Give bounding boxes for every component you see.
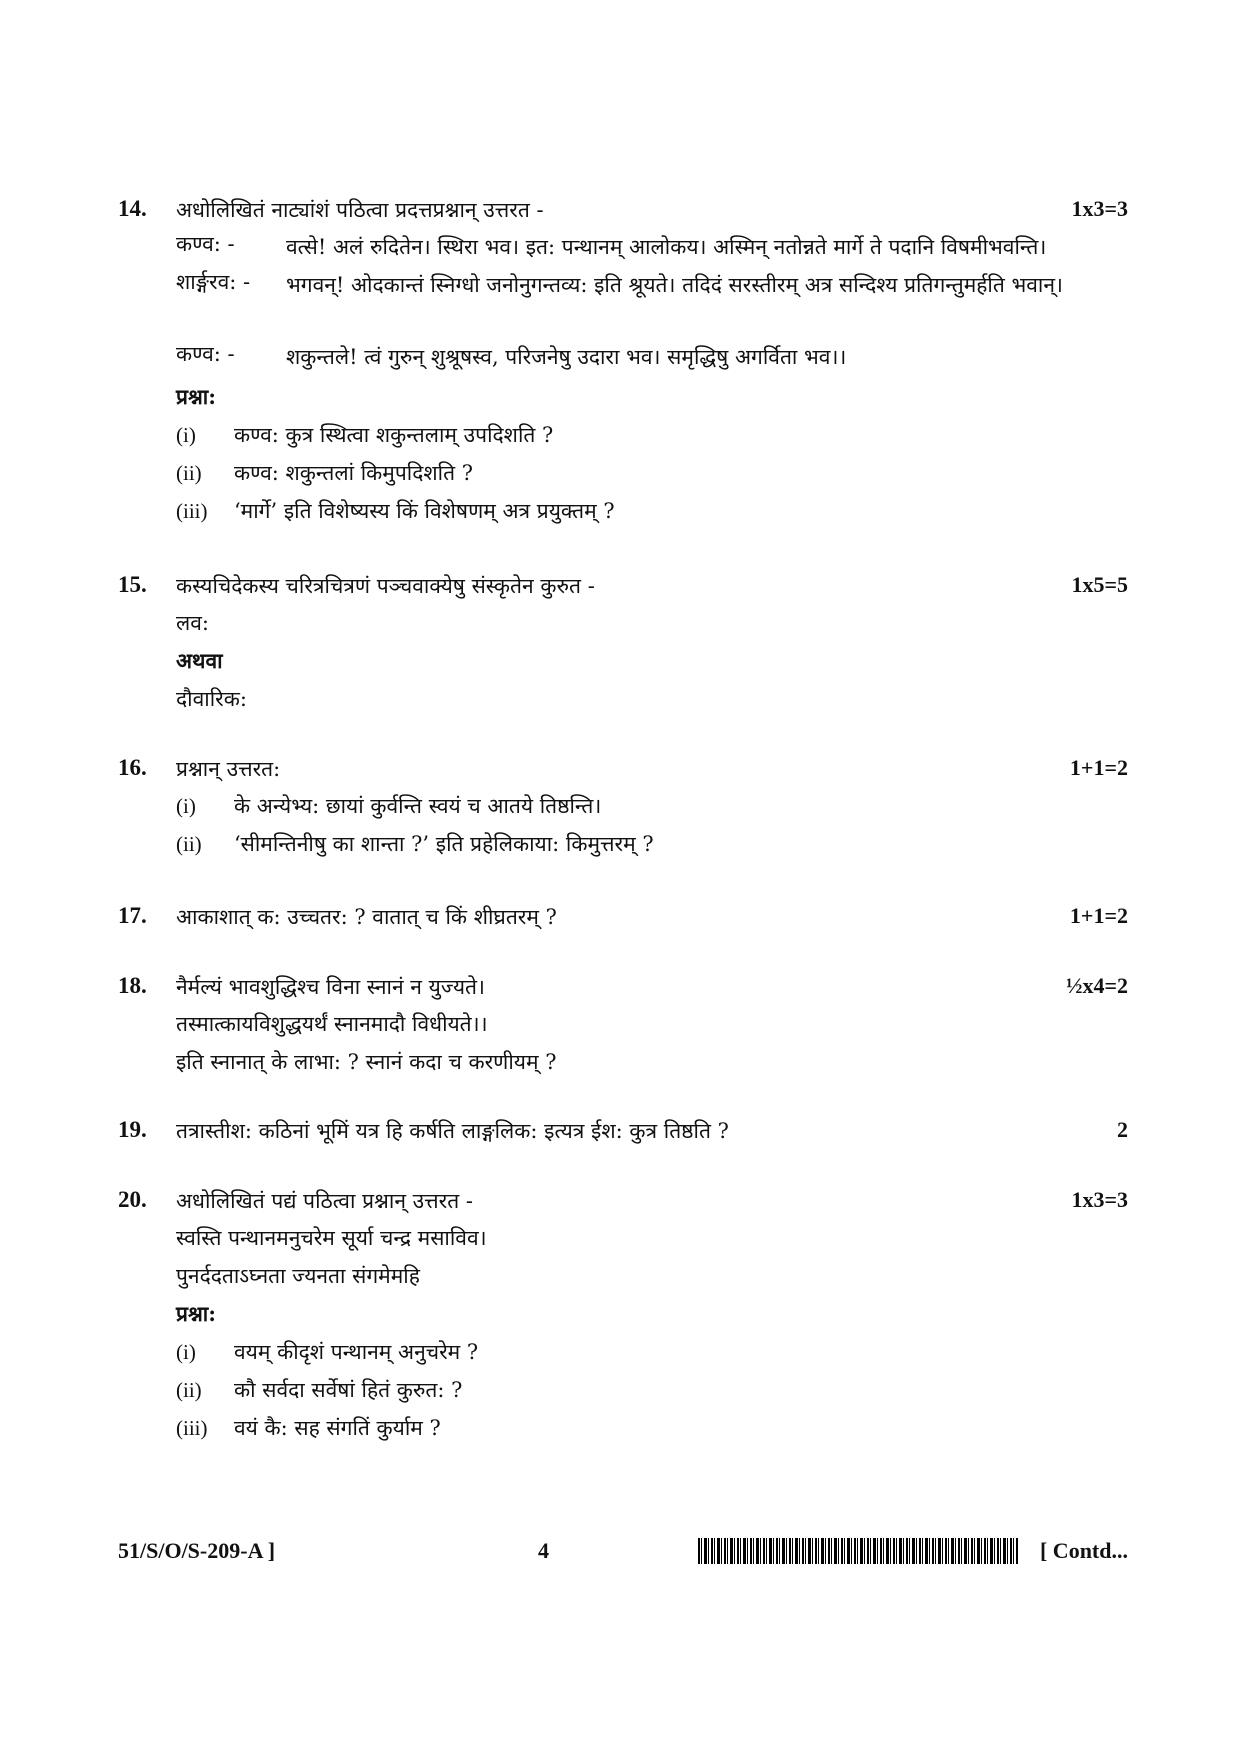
sub-numeral: (i) bbox=[176, 794, 196, 818]
question-number: 15. bbox=[118, 572, 147, 597]
question-text: तत्रास्तीश: कठिनां भूमिं यत्र हि कर्षति लाङ्गलिक: इत्यत्र ईश: कुत्र तिष्ठति ? bbox=[176, 1119, 729, 1143]
sub-question bbox=[176, 1373, 1186, 1411]
option-text: दौवारिक: bbox=[176, 687, 247, 711]
sub-text: ‘सीमन्तिनीषु का शान्ता ?’ इति प्रहेलिकाया: किमुत्तरम् ? bbox=[234, 832, 654, 856]
paper-code: 51/S/O/S-209-A ] bbox=[118, 1538, 276, 1563]
dialogue-line bbox=[176, 230, 1128, 268]
sub-question bbox=[176, 456, 1186, 494]
question-text: प्रश्नान् उत्तरत: bbox=[176, 757, 281, 781]
sub-numeral: (i) bbox=[176, 423, 196, 447]
sub-numeral: (i) bbox=[176, 1340, 196, 1364]
sub-question bbox=[176, 494, 1186, 532]
sub-text: ‘मार्गे’ इति विशेष्यस्य किं विशेषणम् अत्र प्रयुक्तम् ? bbox=[234, 499, 615, 523]
sub-text: वयम् कीदृशं पन्थानम् अनुचरेम ? bbox=[234, 1340, 479, 1364]
question-text: अधोलिखितं नाट्यांशं पठित्वा प्रदत्तप्रश्नान् उत्तरत - bbox=[176, 198, 544, 222]
question-number: 17. bbox=[118, 903, 147, 928]
question-text: अधोलिखितं पद्यं पठित्वा प्रश्नान् उत्तरत - bbox=[176, 1189, 474, 1213]
sub-question bbox=[176, 1411, 1186, 1449]
question-marks: 1+1=2 bbox=[1069, 903, 1128, 928]
dialogue-text: भगवन्! ओदकान्तं स्निग्धो जनोनुगन्तव्य: इति श्रूयते। तदिदं सरस्तीरम् अत्र सन्दिश्य प्रतिगन्तुमर्हति भवान्। bbox=[286, 273, 1063, 297]
speaker: शार्ङ्गरव: - bbox=[176, 270, 251, 294]
question-marks: ½x4=2 bbox=[1065, 973, 1128, 998]
dialogue-line bbox=[176, 268, 1128, 340]
prashna-label: प्रश्ना: bbox=[176, 1301, 216, 1326]
question-17 bbox=[118, 903, 1128, 937]
or-label: अथवा bbox=[176, 648, 223, 673]
barcode-image bbox=[698, 1538, 1018, 1564]
sub-numeral: (ii) bbox=[176, 461, 202, 485]
question-marks: 1x3=3 bbox=[1071, 1187, 1128, 1212]
sub-question bbox=[176, 418, 1186, 456]
sub-question bbox=[176, 1335, 1186, 1373]
question-16 bbox=[118, 755, 1128, 865]
sub-question bbox=[176, 789, 1186, 827]
question-18 bbox=[118, 973, 1128, 1083]
sub-numeral: (iii) bbox=[176, 499, 208, 523]
dialogue-text: वत्से! अलं रुदितेन। स्थिरा भव। इत: पन्थानम् आलोकय। अस्मिन् नतोन्नते मार्गे ते पदानि विषमीभवन्ति। bbox=[286, 235, 1047, 259]
question-marks: 1x5=5 bbox=[1071, 572, 1128, 597]
question-number: 16. bbox=[118, 755, 147, 780]
question-19 bbox=[118, 1117, 1128, 1151]
sub-numeral: (ii) bbox=[176, 832, 202, 856]
question-number: 18. bbox=[118, 973, 147, 998]
question-marks: 1x3=3 bbox=[1071, 196, 1128, 221]
sub-text: कण्व: शकुन्तलां किमुपदिशति ? bbox=[234, 461, 473, 485]
contd-label: [ Contd... bbox=[1039, 1538, 1128, 1563]
dialogue-text: शकुन्तले! त्वं गुरुन् शुश्रूषस्व, परिजनेषु उदारा भव। समृद्धिषु अगर्विता भव।। bbox=[286, 345, 847, 369]
option-text: लव: bbox=[176, 611, 209, 635]
page-footer bbox=[118, 1538, 1128, 1578]
question-15 bbox=[118, 572, 1128, 720]
question-number: 19. bbox=[118, 1117, 147, 1142]
question-text: नैर्मल्यं भावशुद्धिश्च विना स्नानं न युज्यते। bbox=[176, 975, 485, 999]
sub-question bbox=[176, 827, 1186, 865]
question-text: कस्यचिदेकस्य चरित्रचित्रणं पञ्चवाक्येषु संस्कृतेन कुरुत - bbox=[176, 574, 595, 598]
sub-text: के अन्येभ्य: छायां कुर्वन्ति स्वयं च आतये तिष्ठन्ति। bbox=[234, 794, 602, 818]
question-line: इति स्नानात् के लाभा: ? स्नानं कदा च करणीयम् ? bbox=[176, 1050, 557, 1074]
verse-line: तस्मात्कायविशुद्धयर्थं स्नानमादौ विधीयते।। bbox=[176, 1012, 488, 1036]
speaker: कण्व: - bbox=[176, 342, 235, 366]
question-20 bbox=[118, 1187, 1128, 1449]
verse-line: स्वस्ति पन्थानमनुचरेम सूर्या चन्द्र मसाविव। bbox=[176, 1226, 487, 1250]
question-marks: 1+1=2 bbox=[1069, 755, 1128, 780]
sub-text: कौ सर्वदा सर्वेषां हितं कुरुत: ? bbox=[234, 1378, 463, 1402]
question-14 bbox=[118, 196, 1128, 532]
question-text: आकाशात् क: उच्चतर: ? वातात् च किं शीघ्रतरम् ? bbox=[176, 905, 557, 929]
sub-text: वयं कै: सह संगतिं कुर्याम ? bbox=[234, 1416, 441, 1440]
sub-text: कण्व: कुत्र स्थित्वा शकुन्तलाम् उपदिशति ? bbox=[234, 423, 554, 447]
question-number: 20. bbox=[118, 1187, 147, 1212]
question-number: 14. bbox=[118, 196, 147, 221]
page-number: 4 bbox=[538, 1538, 549, 1563]
sub-numeral: (iii) bbox=[176, 1416, 208, 1440]
question-marks: 2 bbox=[1117, 1117, 1128, 1142]
sub-numeral: (ii) bbox=[176, 1378, 202, 1402]
prashna-label: प्रश्ना: bbox=[176, 384, 216, 409]
speaker: कण्व: - bbox=[176, 232, 235, 256]
dialogue-line bbox=[176, 340, 1128, 380]
verse-line: पुनर्ददताऽघ्नता ज्यनता संगमेमहि bbox=[176, 1264, 420, 1288]
